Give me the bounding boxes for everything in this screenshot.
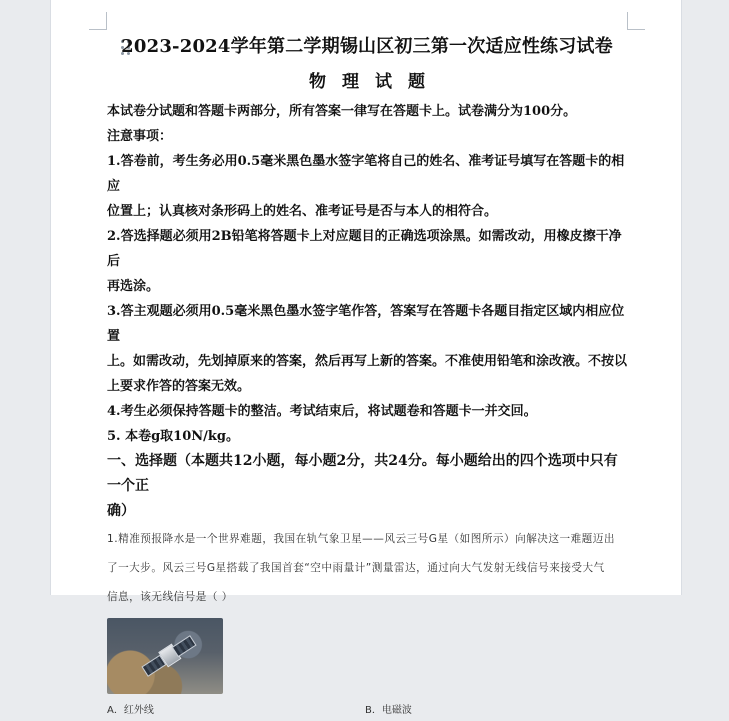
note-line: 4.考生必须保持答题卡的整洁。考试结束后，将试题卷和答题卡一并交回。: [107, 404, 537, 419]
document-subtitle: 物理试题: [309, 72, 441, 92]
document-page: [50, 0, 682, 716]
option-b: B．电磁波: [365, 705, 412, 716]
note-line: 2.答选择题必须用2B铅笔将答题卡上对应题目的正确选项涂黑。如需改动，用橡皮擦干净后: [107, 229, 622, 269]
note-line: 再选涂。: [107, 279, 160, 294]
satellite-image: [107, 618, 223, 694]
note-line: 1.答卷前，考生务必用0.5毫米黑色墨水签字笔将自己的姓名、准考证号填写在答题卡的相应: [107, 154, 625, 194]
note-line: 5. 本卷g取10N/kg。: [107, 429, 240, 444]
section-title-line: 确）: [107, 503, 135, 519]
question-text-line: 信息，该无线信号是（ ）: [107, 591, 233, 603]
satellite-icon: [138, 629, 201, 682]
notes-title: 注意事项：: [107, 129, 173, 144]
page-corner-mark-top-left: [89, 12, 107, 30]
exam-intro: 本试卷分试题和答题卡两部分，所有答案一律写在答题卡上。试卷满分为100分。: [107, 104, 577, 119]
question-text-line: 1.精准预报降水是一个世界难题，我国在轨气象卫星——风云三号G星（如图所示）向解决这一难题迈出: [107, 533, 615, 545]
note-line: 上。如需改动，先划掉原来的答案，然后再写上新的答案。不准使用铅笔和涂改液。不按以: [107, 354, 628, 369]
answer-options: [107, 701, 627, 721]
document-title: 2023-2024学年第二学期锡山区初三第一次适应性练习试卷: [121, 36, 613, 57]
note-line: 上要求作答的答案无效。: [107, 379, 251, 394]
question-text-line: 了一大步。风云三号G星搭载了我国首套“空中雨量计”测量雷达，通过向大气发射无线信号来接受大气: [107, 562, 605, 574]
option-a: A．红外线: [107, 705, 154, 716]
note-line: 3.答主观题必须用0.5毫米黑色墨水签字笔作答，答案写在答题卡各题目指定区域内相应位置: [107, 304, 625, 344]
section-title-line: 一、选择题（本题共12小题，每小题2分，共24分。每小题给出的四个选项中只有一个正: [107, 453, 618, 494]
note-line: 位置上；认真核对条形码上的姓名、准考证号是否与本人的相符合。: [107, 204, 498, 219]
page-corner-mark-top-right: [627, 12, 645, 30]
document-content[interactable]: [107, 36, 627, 721]
solar-panel-icon: [172, 635, 197, 657]
